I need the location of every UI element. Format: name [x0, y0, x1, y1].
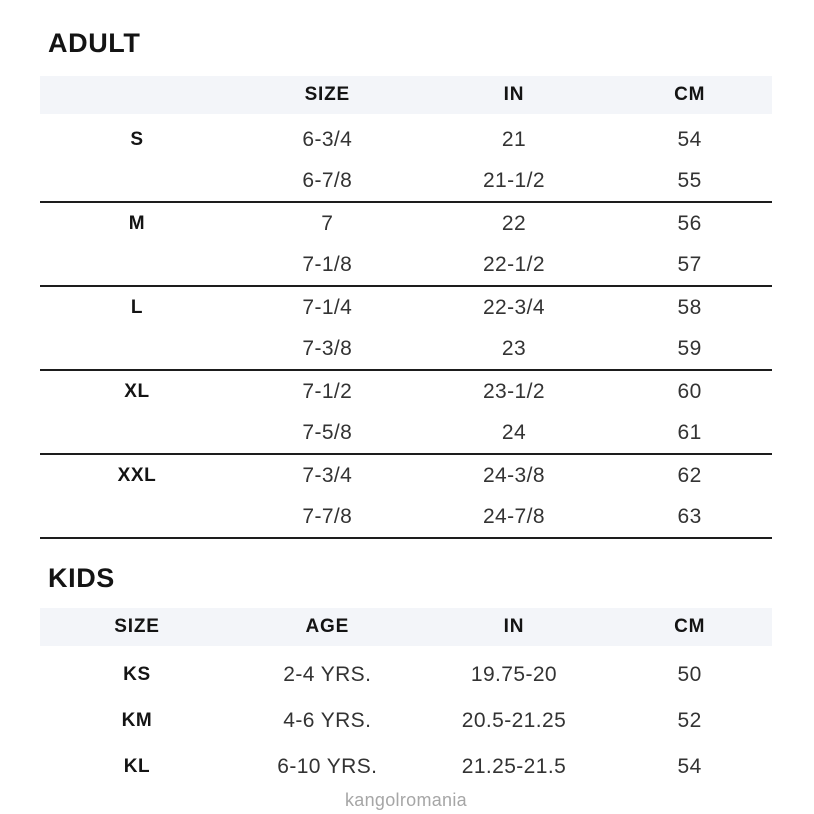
cell-age: 6-10 YRS.: [277, 755, 378, 778]
size-label-empty: [40, 160, 234, 202]
size-label: KL: [123, 756, 151, 777]
table-row: [40, 652, 772, 698]
cell-size: 7-1/4: [302, 295, 353, 319]
kids-table-body: [40, 652, 772, 790]
cell-size: 7-1/2: [302, 379, 353, 403]
cell-cm: 58: [677, 295, 702, 319]
cell-cm: 63: [607, 496, 772, 538]
kids-col-cm: CM: [607, 608, 772, 646]
cell-size: 7: [321, 211, 334, 235]
cell-in: 22-3/4: [482, 295, 545, 319]
kids-table-header: [40, 608, 772, 646]
adult-col-size: SIZE: [234, 76, 421, 114]
cell-size: 7-7/8: [234, 496, 421, 538]
size-label: KS: [123, 664, 151, 685]
size-label-empty: [40, 412, 234, 454]
cell-cm: 60: [677, 379, 702, 403]
cell-cm: 56: [677, 211, 702, 235]
cell-in: 19.75-20: [470, 663, 557, 686]
adult-size-group-l: [40, 286, 772, 370]
kids-size-table: [40, 608, 772, 790]
cell-cm: 57: [607, 244, 772, 286]
cell-in: 24-7/8: [421, 496, 608, 538]
brand-watermark: kangolromania: [345, 790, 467, 810]
header-row: [40, 76, 772, 114]
kids-col-in: IN: [421, 608, 608, 646]
table-row: [40, 744, 772, 790]
cell-cm: 54: [677, 755, 702, 778]
cell-age: 2-4 YRS.: [283, 663, 372, 686]
cell-in: 22: [501, 211, 527, 235]
cell-size: 6-7/8: [234, 160, 421, 202]
cell-in: 21.25-21.5: [461, 755, 567, 778]
table-row: [40, 286, 772, 328]
header-row: [40, 608, 772, 646]
adult-col-cm: CM: [607, 76, 772, 114]
adult-col-in: IN: [421, 76, 608, 114]
table-row: [40, 370, 772, 412]
size-label: KM: [121, 710, 153, 731]
size-label: XXL: [117, 464, 157, 486]
cell-in: 22-1/2: [421, 244, 608, 286]
cell-in: 24-3/8: [482, 463, 545, 487]
table-row: [40, 244, 772, 286]
cell-cm: 54: [677, 127, 702, 151]
adult-size-group-xxl: [40, 454, 772, 538]
adult-size-group-m: [40, 202, 772, 286]
size-label-empty: [40, 244, 234, 286]
cell-size: 7-3/4: [302, 463, 353, 487]
table-row: [40, 202, 772, 244]
cell-size: 7-5/8: [234, 412, 421, 454]
cell-cm: 62: [677, 463, 702, 487]
size-label: M: [128, 212, 146, 234]
cell-size: 7-3/8: [234, 328, 421, 370]
size-label: L: [130, 296, 144, 318]
size-label-empty: [40, 328, 234, 370]
adult-size-table: [40, 76, 772, 539]
table-row: [40, 328, 772, 370]
size-label: S: [130, 128, 144, 150]
cell-in: 23-1/2: [482, 379, 545, 403]
table-row: [40, 496, 772, 538]
cell-in: 20.5-21.25: [461, 709, 567, 732]
cell-in: 24: [421, 412, 608, 454]
cell-cm: 61: [607, 412, 772, 454]
table-row: [40, 698, 772, 744]
cell-in: 23: [421, 328, 608, 370]
cell-size: 7-1/8: [234, 244, 421, 286]
cell-cm: 59: [607, 328, 772, 370]
size-label: XL: [124, 380, 150, 402]
kids-col-size: SIZE: [40, 608, 234, 646]
cell-cm: 55: [607, 160, 772, 202]
kids-col-age: AGE: [234, 608, 421, 646]
adult-section-title: ADULT: [48, 28, 141, 58]
table-row: [40, 412, 772, 454]
adult-size-group-s: [40, 119, 772, 202]
kids-section-title: KIDS: [48, 563, 115, 593]
cell-age: 4-6 YRS.: [283, 709, 372, 732]
size-label-empty: [40, 496, 234, 538]
table-row: [40, 454, 772, 496]
cell-size: 6-3/4: [302, 127, 353, 151]
cell-cm: 50: [677, 663, 702, 686]
adult-table-header: [40, 76, 772, 114]
table-row: [40, 119, 772, 160]
adult-col-blank: [40, 76, 234, 114]
adult-size-group-xl: [40, 370, 772, 454]
table-row: [40, 160, 772, 202]
cell-in: 21: [501, 127, 527, 151]
cell-in: 21-1/2: [421, 160, 608, 202]
cell-cm: 52: [677, 709, 702, 732]
